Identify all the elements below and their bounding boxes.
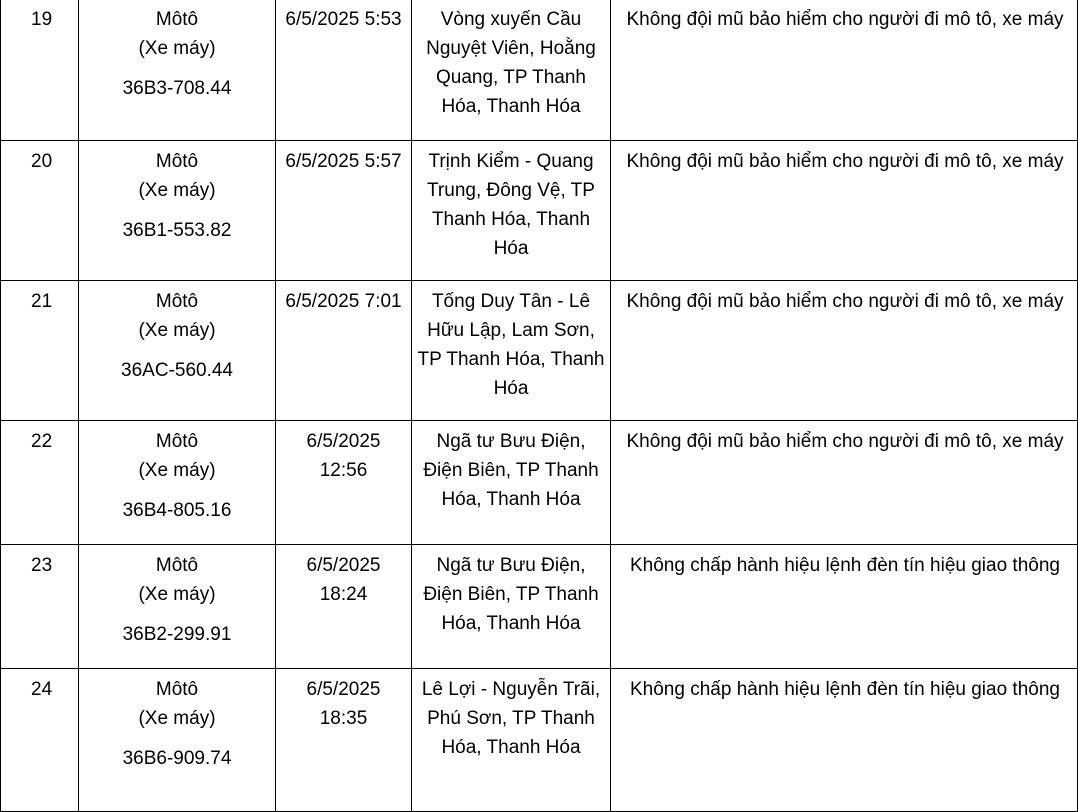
vehicle-name: Môtô: [155, 151, 199, 172]
location-cell: Ngã tư Bưu Điện, Điện Biên, TP Thanh Hóa, Thanh Hóa: [412, 545, 611, 669]
table-row: [1, 669, 1078, 812]
vehicle-type: (Xe máy): [138, 460, 216, 481]
location-cell: Ngã tư Bưu Điện, Điện Biên, TP Thanh Hóa, Thanh Hóa: [412, 421, 611, 545]
row-number-cell: 20: [1, 141, 79, 281]
table-row: [1, 0, 1078, 141]
time-cell: 6/5/2025 5:57: [276, 141, 412, 281]
violation-cell: Không chấp hành hiệu lệnh đèn tín hiệu giao thông: [611, 545, 1078, 669]
license-plate: 36B6-909.74: [122, 748, 232, 769]
table-row: [1, 545, 1078, 669]
vehicle-name: Môtô: [155, 555, 199, 576]
row-number-cell: 22: [1, 421, 79, 545]
row-number-cell: 21: [1, 281, 79, 421]
vehicle-name: Môtô: [155, 679, 199, 700]
location-cell: Vòng xuyến Cầu Nguyệt Viên, Hoằng Quang, TP Thanh Hóa, Thanh Hóa: [412, 0, 611, 141]
vehicle-type: (Xe máy): [138, 584, 216, 605]
table-row: [1, 141, 1078, 281]
time-cell: 6/5/2025 7:01: [276, 281, 412, 421]
violation-cell: Không đội mũ bảo hiểm cho người đi mô tô, xe máy: [611, 421, 1078, 545]
location-cell: Trịnh Kiểm - Quang Trung, Đông Vệ, TP Thanh Hóa, Thanh Hóa: [412, 141, 611, 281]
vehicle-type: (Xe máy): [138, 38, 216, 59]
vehicle-cell: [79, 421, 276, 545]
vehicle-type: (Xe máy): [138, 180, 216, 201]
table-row: [1, 281, 1078, 421]
location-cell: Lê Lợi - Nguyễn Trãi, Phú Sơn, TP Thanh Hóa, Thanh Hóa: [412, 669, 611, 812]
row-number-cell: 19: [1, 0, 79, 141]
vehicle-name: Môtô: [155, 291, 199, 312]
vehicle-type: (Xe máy): [138, 708, 216, 729]
location-cell: Tống Duy Tân - Lê Hữu Lập, Lam Sơn, TP Thanh Hóa, Thanh Hóa: [412, 281, 611, 421]
vehicle-cell: [79, 281, 276, 421]
time-cell: 6/5/2025 18:24: [276, 545, 412, 669]
license-plate: 36B3-708.44: [122, 78, 232, 99]
vehicle-name: Môtô: [155, 9, 199, 30]
vehicle-cell: [79, 669, 276, 812]
vehicle-cell: [79, 141, 276, 281]
license-plate: 36B2-299.91: [122, 624, 232, 645]
violation-cell: Không chấp hành hiệu lệnh đèn tín hiệu giao thông: [611, 669, 1078, 812]
time-cell: 6/5/2025 18:35: [276, 669, 412, 812]
violations-table-body: [1, 0, 1078, 812]
violation-cell: Không đội mũ bảo hiểm cho người đi mô tô, xe máy: [611, 281, 1078, 421]
vehicle-cell: [79, 0, 276, 141]
license-plate: 36B1-553.82: [122, 220, 232, 241]
table-row: [1, 421, 1078, 545]
row-number-cell: 23: [1, 545, 79, 669]
violation-cell: Không đội mũ bảo hiểm cho người đi mô tô, xe máy: [611, 0, 1078, 141]
time-cell: 6/5/2025 12:56: [276, 421, 412, 545]
violation-cell: Không đội mũ bảo hiểm cho người đi mô tô, xe máy: [611, 141, 1078, 281]
row-number-cell: 24: [1, 669, 79, 812]
license-plate: 36B4-805.16: [122, 500, 232, 521]
time-cell: 6/5/2025 5:53: [276, 0, 412, 141]
license-plate: 36AC-560.44: [121, 360, 233, 381]
vehicle-cell: [79, 545, 276, 669]
vehicle-name: Môtô: [155, 431, 199, 452]
vehicle-type: (Xe máy): [138, 320, 216, 341]
